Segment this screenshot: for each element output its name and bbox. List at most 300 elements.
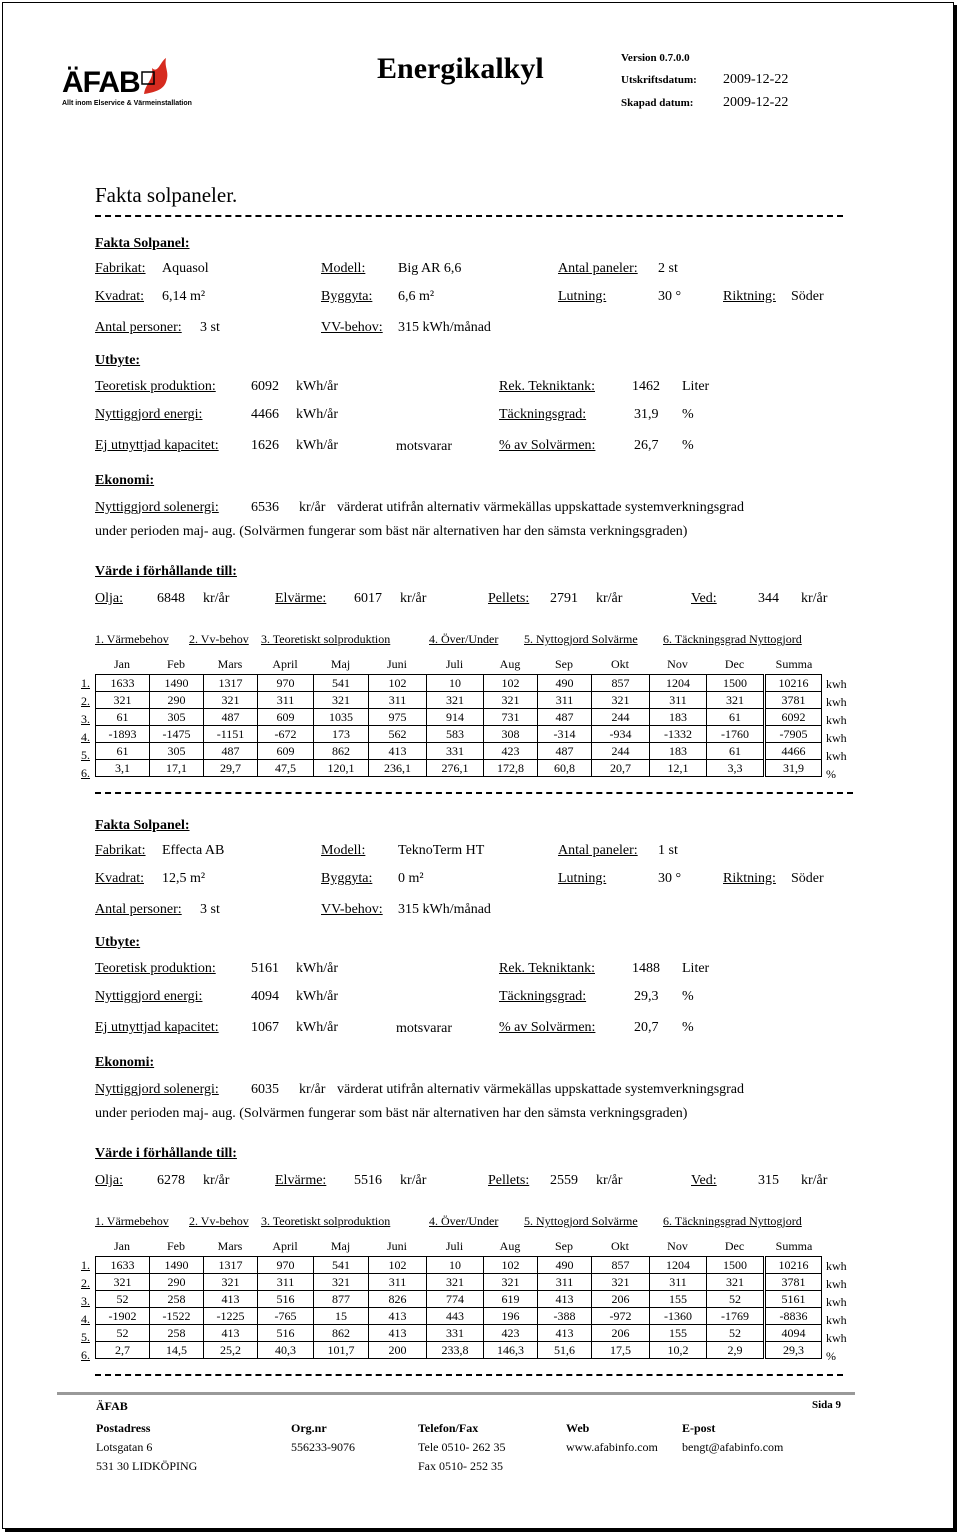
month-header: Nov — [667, 1239, 688, 1253]
table-cell: 311 — [369, 1274, 427, 1291]
footer-fax: Fax 0510- 252 35 — [418, 1459, 503, 1473]
table-cell: -1902 — [96, 1308, 150, 1325]
month-header: Feb — [167, 657, 185, 671]
table-cell: 102 — [484, 675, 538, 692]
fabrikat-label: Fabrikat: — [95, 261, 146, 276]
month-header: Aug — [499, 657, 521, 671]
table-cell: 196 — [484, 1308, 538, 1325]
table-cell: 562 — [369, 726, 427, 743]
table-cell: 3,3 — [707, 760, 765, 777]
created-date: 2009-12-22 — [723, 95, 789, 110]
footer-postadress-2: 531 30 LIDKÖPING — [96, 1459, 198, 1473]
section-title-fakta: Fakta Solpanel: — [95, 236, 190, 251]
row-unit: kwh — [826, 1277, 847, 1291]
legend-item: 2. Vv-behov — [189, 1214, 249, 1228]
table-cell: 52 — [96, 1325, 150, 1342]
month-header: Juni — [386, 1239, 407, 1253]
modell-label: Modell: — [321, 261, 366, 276]
table-cell: 331 — [427, 1325, 484, 1342]
av-solvarmen-value: 26,7 — [634, 438, 659, 453]
table-cell: 490 — [538, 1257, 592, 1274]
nyttiggjord-sol-label: Nyttiggjord solenergi: — [95, 1082, 219, 1097]
table-cell: 200 — [369, 1342, 427, 1359]
table-row — [96, 743, 822, 760]
table-cell: 305 — [150, 709, 204, 726]
teoretisk-label: Teoretisk produktion: — [95, 379, 216, 394]
row-label: 1. — [81, 1258, 90, 1272]
table-cell: 1633 — [96, 1257, 150, 1274]
teoretisk-value: 6092 — [251, 379, 279, 394]
month-header: Sep — [555, 1239, 573, 1253]
table-cell: 862 — [314, 743, 369, 760]
month-header: Summa — [775, 1239, 813, 1253]
table-cell: 862 — [314, 1325, 369, 1342]
table-cell: 5161 — [765, 1291, 822, 1308]
kvadrat-value: 12,5 m² — [162, 871, 206, 886]
table-cell: 321 — [484, 692, 538, 709]
table-cell: 244 — [592, 709, 650, 726]
ved-value: 315 — [758, 1173, 779, 1188]
row-label: 4. — [81, 1312, 90, 1326]
month-header: Feb — [167, 1239, 185, 1253]
fabrikat-value: Aquasol — [162, 261, 209, 276]
legend-item: 1. Värmebehov — [95, 632, 169, 646]
table-cell: 914 — [427, 709, 484, 726]
olja-value: 6848 — [157, 591, 185, 606]
kr-ar-unit: kr/år — [801, 1173, 828, 1188]
kr-ar-unit: kr/år — [596, 591, 623, 606]
riktning-label: Riktning: — [723, 289, 776, 304]
table-cell: 970 — [258, 1257, 314, 1274]
table-cell: 583 — [427, 726, 484, 743]
table-cell: 51,6 — [538, 1342, 592, 1359]
riktning-label: Riktning: — [723, 871, 776, 886]
vv-behov-label: VV-behov: — [321, 320, 383, 335]
table-cell: 487 — [204, 743, 258, 760]
table-cell: -1332 — [650, 726, 707, 743]
logo-mark-icon — [140, 56, 172, 96]
month-header: Juli — [445, 1239, 464, 1253]
lutning-label: Lutning: — [558, 289, 607, 304]
row-label: 3. — [81, 712, 90, 726]
nyttiggjord-sol-value: 6536 — [251, 500, 279, 515]
footer-orgnr-label: Org.nr — [291, 1421, 327, 1435]
rek-tank-value: 1488 — [632, 961, 660, 976]
table-cell: 619 — [484, 1291, 538, 1308]
footer-postadress-1: Lotsgatan 6 — [96, 1440, 153, 1454]
tackningsgrad-value: 29,3 — [634, 989, 659, 1004]
ej-utnyttjad-value: 1067 — [251, 1020, 279, 1035]
teoretisk-value: 5161 — [251, 961, 279, 976]
table-cell: 31,9 — [765, 760, 822, 777]
monthly-table — [95, 1256, 822, 1359]
logo-tagline: Allt inom Elservice & Värmeinstallation — [62, 100, 192, 107]
elvarme-value: 6017 — [354, 591, 382, 606]
eco-text: värderat utifrån alternativ värmekällas uppskattade systemverkningsgrad — [337, 500, 745, 515]
table-cell: 541 — [314, 1257, 369, 1274]
table-cell: 311 — [538, 1274, 592, 1291]
table-cell: 541 — [314, 675, 369, 692]
footer-telefon-label: Telefon/Fax — [418, 1421, 479, 1435]
row-unit: kwh — [826, 1313, 847, 1327]
footer-epost-label: E-post — [682, 1421, 716, 1435]
table-cell: 321 — [707, 1274, 765, 1291]
table-cell: 516 — [258, 1291, 314, 1308]
byggyta-label: Byggyta: — [321, 871, 373, 886]
lutning-label: Lutning: — [558, 871, 607, 886]
kr-ar-unit: kr/år — [299, 500, 326, 515]
table-cell: 731 — [484, 709, 538, 726]
divider — [95, 215, 843, 217]
legend-item: 6. Täckningsgrad Nyttogjord — [663, 1214, 802, 1228]
month-header: Okt — [611, 657, 629, 671]
liter-unit: Liter — [682, 961, 710, 976]
kwh-ar-unit: kWh/år — [296, 989, 338, 1004]
table-cell: 244 — [592, 743, 650, 760]
table-cell: 10216 — [765, 675, 822, 692]
percent-unit: % — [682, 438, 694, 453]
vv-behov-value: 315 kWh/månad — [398, 320, 491, 335]
table-cell: 1500 — [707, 675, 765, 692]
month-header: Dec — [724, 657, 745, 671]
month-header: Dec — [724, 1239, 745, 1253]
table-cell: 321 — [314, 692, 369, 709]
table-cell: 61 — [707, 743, 765, 760]
legend-item: 1. Värmebehov — [95, 1214, 169, 1228]
elvarme-label: Elvärme: — [275, 1173, 327, 1188]
print-date: 2009-12-22 — [723, 72, 789, 87]
table-cell: 14,5 — [150, 1342, 204, 1359]
table-cell: 29,7 — [204, 760, 258, 777]
table-cell: 311 — [369, 692, 427, 709]
table-cell: 101,7 — [314, 1342, 369, 1359]
percent-unit: % — [682, 989, 694, 1004]
table-cell: 1204 — [650, 675, 707, 692]
motsvarar-text: motsvarar — [396, 1021, 452, 1036]
kr-ar-unit: kr/år — [203, 591, 230, 606]
table-cell: 20,7 — [592, 760, 650, 777]
kwh-ar-unit: kWh/år — [296, 379, 338, 394]
av-solvarmen-value: 20,7 — [634, 1020, 659, 1035]
table-cell: 61 — [96, 709, 150, 726]
percent-unit: % — [682, 407, 694, 422]
table-cell: 1317 — [204, 1257, 258, 1274]
nyttiggjord-value: 4466 — [251, 407, 279, 422]
olja-label: Olja: — [95, 591, 123, 606]
row-label: 6. — [81, 1348, 90, 1362]
table-cell: 308 — [484, 726, 538, 743]
table-cell: -1893 — [96, 726, 150, 743]
table-cell: 490 — [538, 675, 592, 692]
table-cell: 311 — [258, 692, 314, 709]
table-cell: 975 — [369, 709, 427, 726]
olja-label: Olja: — [95, 1173, 123, 1188]
kr-ar-unit: kr/år — [801, 591, 828, 606]
row-label: 5. — [81, 1330, 90, 1344]
table-cell: 487 — [538, 743, 592, 760]
lutning-value: 30 ° — [658, 871, 682, 886]
table-cell: 321 — [204, 1274, 258, 1291]
month-header: Mars — [217, 657, 243, 671]
logo: ÄFAB — [62, 66, 140, 99]
section-title-utbyte: Utbyte: — [95, 935, 141, 950]
ej-utnyttjad-value: 1626 — [251, 438, 279, 453]
table-cell: 102 — [369, 1257, 427, 1274]
row-unit: kwh — [826, 677, 847, 691]
month-header: Aug — [499, 1239, 521, 1253]
table-cell: 17,1 — [150, 760, 204, 777]
table-cell: 206 — [592, 1325, 650, 1342]
table-cell: 236,1 — [369, 760, 427, 777]
antal-personer-label: Antal personer: — [95, 320, 182, 335]
table-cell: 321 — [592, 692, 650, 709]
table-cell: 102 — [369, 675, 427, 692]
section-title-utbyte: Utbyte: — [95, 353, 141, 368]
ej-utnyttjad-label: Ej utnyttjad kapacitet: — [95, 1020, 219, 1035]
row-label: 2. — [81, 694, 90, 708]
table-cell: 1490 — [150, 1257, 204, 1274]
table-cell: 970 — [258, 675, 314, 692]
table-cell: 443 — [427, 1308, 484, 1325]
table-cell: 311 — [650, 1274, 707, 1291]
table-cell: 61 — [707, 709, 765, 726]
month-header: Maj — [330, 657, 351, 671]
month-header: Mars — [217, 1239, 243, 1253]
row-unit: % — [826, 1349, 836, 1363]
month-header: Juli — [445, 657, 464, 671]
table-cell: 321 — [96, 692, 150, 709]
kr-ar-unit: kr/år — [400, 1173, 427, 1188]
table-cell: 311 — [258, 1274, 314, 1291]
legend-item: 2. Vv-behov — [189, 632, 249, 646]
table-cell: 331 — [427, 743, 484, 760]
print-date-label: Utskriftsdatum: — [621, 74, 697, 86]
kvadrat-label: Kvadrat: — [95, 289, 144, 304]
rek-tank-value: 1462 — [632, 379, 660, 394]
table-cell: 183 — [650, 709, 707, 726]
table-cell: 25,2 — [204, 1342, 258, 1359]
table-cell: 321 — [707, 692, 765, 709]
rek-tank-label: Rek. Tekniktank: — [499, 379, 595, 394]
kvadrat-label: Kvadrat: — [95, 871, 144, 886]
monthly-table — [95, 674, 822, 777]
nyttiggjord-value: 4094 — [251, 989, 279, 1004]
table-cell: -7905 — [765, 726, 822, 743]
ved-label: Ved: — [691, 1173, 717, 1188]
table-cell: 155 — [650, 1291, 707, 1308]
month-header: Maj — [330, 1239, 351, 1253]
kr-ar-unit: kr/år — [203, 1173, 230, 1188]
divider — [95, 792, 853, 794]
table-cell: -972 — [592, 1308, 650, 1325]
table-cell: 321 — [592, 1274, 650, 1291]
table-cell: -1522 — [150, 1308, 204, 1325]
table-row — [96, 1291, 822, 1308]
table-cell: 12,1 — [650, 760, 707, 777]
footer-web-link[interactable]: www.afabinfo.com — [566, 1440, 658, 1454]
section-title-ekonomi: Ekonomi: — [95, 473, 155, 488]
kr-ar-unit: kr/år — [400, 591, 427, 606]
table-cell: -1760 — [707, 726, 765, 743]
modell-value: Big AR 6,6 — [398, 261, 462, 276]
section-title-varde: Värde i förhållande till: — [95, 564, 237, 579]
month-header: Nov — [667, 657, 688, 671]
nyttiggjord-sol-value: 6035 — [251, 1082, 279, 1097]
footer-epost-link[interactable]: bengt@afabinfo.com — [682, 1440, 784, 1454]
fabrikat-label: Fabrikat: — [95, 843, 146, 858]
vv-behov-label: VV-behov: — [321, 902, 383, 917]
table-row — [96, 1308, 822, 1325]
ej-utnyttjad-label: Ej utnyttjad kapacitet: — [95, 438, 219, 453]
table-row — [96, 726, 822, 743]
month-header: April — [272, 1239, 298, 1253]
lutning-value: 30 ° — [658, 289, 682, 304]
row-label: 2. — [81, 1276, 90, 1290]
table-cell: 60,8 — [538, 760, 592, 777]
month-header: Summa — [775, 657, 813, 671]
table-cell: 258 — [150, 1325, 204, 1342]
pellets-label: Pellets: — [488, 591, 530, 606]
month-header: Jan — [114, 1239, 130, 1253]
table-cell: 877 — [314, 1291, 369, 1308]
table-cell: 321 — [484, 1274, 538, 1291]
legend-item: 5. Nyttogjord Solvärme — [524, 632, 638, 646]
table-cell: 52 — [96, 1291, 150, 1308]
footer-web-label: Web — [566, 1421, 590, 1435]
table-cell: 120,1 — [314, 760, 369, 777]
table-cell: 321 — [427, 1274, 484, 1291]
kr-ar-unit: kr/år — [299, 1082, 326, 1097]
table-cell: 10216 — [765, 1257, 822, 1274]
table-cell: 52 — [707, 1291, 765, 1308]
table-cell: -672 — [258, 726, 314, 743]
table-cell: 10 — [427, 675, 484, 692]
table-cell: 61 — [96, 743, 150, 760]
table-cell: 233,8 — [427, 1342, 484, 1359]
kr-ar-unit: kr/år — [596, 1173, 623, 1188]
table-cell: 172,8 — [484, 760, 538, 777]
teoretisk-label: Teoretisk produktion: — [95, 961, 216, 976]
row-label: 1. — [81, 676, 90, 690]
tackningsgrad-value: 31,9 — [634, 407, 659, 422]
olja-value: 6278 — [157, 1173, 185, 1188]
rek-tank-label: Rek. Tekniktank: — [499, 961, 595, 976]
row-label: 4. — [81, 730, 90, 744]
month-header: April — [272, 657, 298, 671]
table-cell: 774 — [427, 1291, 484, 1308]
table-cell: 311 — [538, 692, 592, 709]
elvarme-label: Elvärme: — [275, 591, 327, 606]
table-cell: 423 — [484, 1325, 538, 1342]
table-cell: 516 — [258, 1325, 314, 1342]
footer-postadress-label: Postadress — [96, 1421, 151, 1435]
table-cell: -314 — [538, 726, 592, 743]
table-cell: 2,9 — [707, 1342, 765, 1359]
antal-paneler-value: 2 st — [658, 261, 678, 276]
table-cell: 29,3 — [765, 1342, 822, 1359]
table-cell: 305 — [150, 743, 204, 760]
modell-label: Modell: — [321, 843, 366, 858]
table-cell: 609 — [258, 709, 314, 726]
table-cell: 1633 — [96, 675, 150, 692]
table-cell: 290 — [150, 1274, 204, 1291]
table-cell: 321 — [204, 692, 258, 709]
byggyta-value: 0 m² — [398, 871, 424, 886]
row-unit: kwh — [826, 695, 847, 709]
pellets-label: Pellets: — [488, 1173, 530, 1188]
av-solvarmen-label: % av Solvärmen: — [499, 438, 596, 453]
table-cell: 1500 — [707, 1257, 765, 1274]
table-cell: -8836 — [765, 1308, 822, 1325]
month-header: Okt — [611, 1239, 629, 1253]
table-row — [96, 692, 822, 709]
table-cell: 1317 — [204, 675, 258, 692]
byggyta-value: 6,6 m² — [398, 289, 435, 304]
table-row — [96, 1325, 822, 1342]
table-cell: 17,5 — [592, 1342, 650, 1359]
eco-text-2: under perioden maj- aug. (Solvärmen fungerar som bäst när alternativen har den sämsta verkningsgraden) — [95, 1106, 688, 1121]
footer-page: Sida 9 — [812, 1399, 842, 1411]
table-cell: 4466 — [765, 743, 822, 760]
table-cell: 413 — [369, 1308, 427, 1325]
footer-rule — [57, 1392, 855, 1395]
created-label: Skapad datum: — [621, 97, 694, 109]
table-cell: 3,1 — [96, 760, 150, 777]
section-title-varde: Värde i förhållande till: — [95, 1146, 237, 1161]
table-cell: 40,3 — [258, 1342, 314, 1359]
antal-paneler-value: 1 st — [658, 843, 678, 858]
kwh-ar-unit: kWh/år — [296, 961, 338, 976]
table-cell: -765 — [258, 1308, 314, 1325]
row-unit: kwh — [826, 731, 847, 745]
av-solvarmen-label: % av Solvärmen: — [499, 1020, 596, 1035]
table-cell: 413 — [204, 1325, 258, 1342]
table-row — [96, 1257, 822, 1274]
vv-behov-value: 315 kWh/månad — [398, 902, 491, 917]
legend-item: 3. Teoretiskt solproduktion — [261, 1214, 391, 1228]
legend-item: 4. Över/Under — [429, 1214, 499, 1228]
table-cell: 413 — [369, 743, 427, 760]
kwh-ar-unit: kWh/år — [296, 407, 338, 422]
table-cell: 10 — [427, 1257, 484, 1274]
table-cell: 413 — [538, 1325, 592, 1342]
table-cell: 3781 — [765, 1274, 822, 1291]
row-label: 6. — [81, 766, 90, 780]
table-cell: 258 — [150, 1291, 204, 1308]
table-cell: 321 — [96, 1274, 150, 1291]
table-cell: -934 — [592, 726, 650, 743]
kwh-ar-unit: kWh/år — [296, 438, 338, 453]
doc-title: Energikalkyl — [377, 52, 544, 85]
table-cell: 609 — [258, 743, 314, 760]
eco-text: värderat utifrån alternativ värmekällas uppskattade systemverkningsgrad — [337, 1082, 745, 1097]
ved-label: Ved: — [691, 591, 717, 606]
table-cell: 413 — [204, 1291, 258, 1308]
table-cell: 1204 — [650, 1257, 707, 1274]
month-header: Jan — [114, 657, 130, 671]
section-title-ekonomi: Ekonomi: — [95, 1055, 155, 1070]
tackningsgrad-label: Täckningsgrad: — [499, 989, 587, 1004]
table-cell: 2,7 — [96, 1342, 150, 1359]
table-cell: 6092 — [765, 709, 822, 726]
table-cell: 173 — [314, 726, 369, 743]
page-heading: Fakta solpaneler. — [95, 183, 238, 207]
table-cell: 47,5 — [258, 760, 314, 777]
table-cell: 321 — [427, 692, 484, 709]
table-cell: 857 — [592, 1257, 650, 1274]
row-label: 3. — [81, 1294, 90, 1308]
legend-item: 6. Täckningsgrad Nyttogjord — [663, 632, 802, 646]
